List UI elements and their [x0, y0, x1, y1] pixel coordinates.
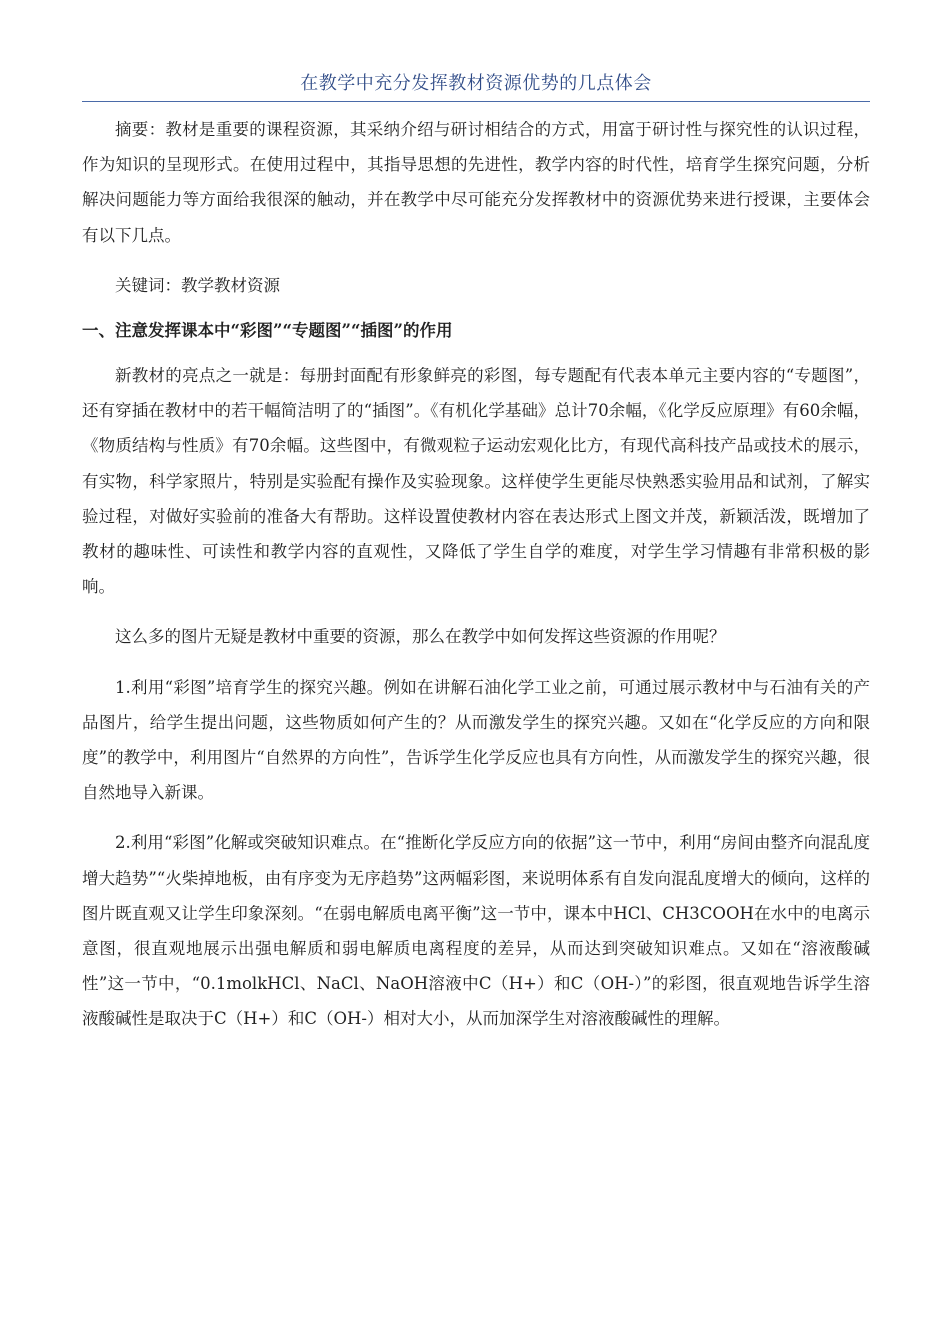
keywords-line: 关键词：教学教材资源 [115, 275, 280, 295]
body-paragraph-4: 2.利用“彩图”化解或突破知识难点。在“推断化学反应方向的依据”这一节中，利用“房间由整齐向混乱度增大趋势”“火柴掉地板，由有序变为无序趋势”这两幅彩图，来说明体系有自发向混乱度增大的倾向，这样的图片既直观又让学生印象深刻。“在弱电解质电离平衡”这一节中，课本中HCl、CH3COOH在水中的电离示意图，很直观地展示出强电解质和弱电解质电离程度的差异，从而达到突破知识难点。又如在“溶液酸碱性”这一节中，“0.1molkHCl、NaCl、NaOH溶液中C（H+）和C（OH-）”的彩图，很直观地告诉学生溶液酸碱性是取决于C（H+）和C（OH-）相对大小，从而加深学生对溶液酸碱性的理解。 [82, 833, 870, 1029]
section-heading-1: 一、注意发挥课本中“彩图”“专题图”“插图”的作用 [82, 321, 453, 341]
document-page [82, 72, 870, 1037]
document-title: 在教学中充分发挥教材资源优势的几点体会 [82, 72, 870, 102]
abstract-paragraph: 摘要：教材是重要的课程资源，其采纳介绍与研讨相结合的方式，用富于研讨性与探究性的认识过程，作为知识的呈现形式。在使用过程中，其指导思想的先进性，教学内容的时代性，培育学生探究问题，分析解决问题能力等方面给我很深的触动，并在教学中尽可能充分发挥教材中的资源优势来进行授课，主要体会有以下几点。 [82, 120, 870, 245]
body-paragraph-1: 新教材的亮点之一就是：每册封面配有形象鲜亮的彩图，每专题配有代表本单元主要内容的“专题图”，还有穿插在教材中的若干幅简洁明了的“插图”。《有机化学基础》总计70余幅，《化学反应原理》有60余幅，《物质结构与性质》有70余幅。这些图中，有微观粒子运动宏观化比方，有现代高科技产品或技术的展示，有实物，科学家照片，特别是实验配有操作及实验现象。这样使学生更能尽快熟悉实验用品和试剂，了解实验过程，对做好实验前的准备大有帮助。这样设置使教材内容在表达形式上图文并茂，新颖活泼，既增加了教材的趣味性、可读性和教学内容的直观性，又降低了学生自学的难度，对学生学习情趣有非常积极的影响。 [82, 366, 870, 597]
body-paragraph-3: 1.利用“彩图”培育学生的探究兴趣。例如在讲解石油化学工业之前，可通过展示教材中与石油有关的产品图片，给学生提出问题，这些物质如何产生的？从而激发学生的探究兴趣。又如在“化学反应的方向和限度”的教学中，利用图片“自然界的方向性”，告诉学生化学反应也具有方向性，从而激发学生的探究兴趣，很自然地导入新课。 [82, 677, 870, 803]
body-paragraph-2: 这么多的图片无疑是教材中重要的资源，那么在教学中如何发挥这些资源的作用呢？ [115, 627, 726, 647]
